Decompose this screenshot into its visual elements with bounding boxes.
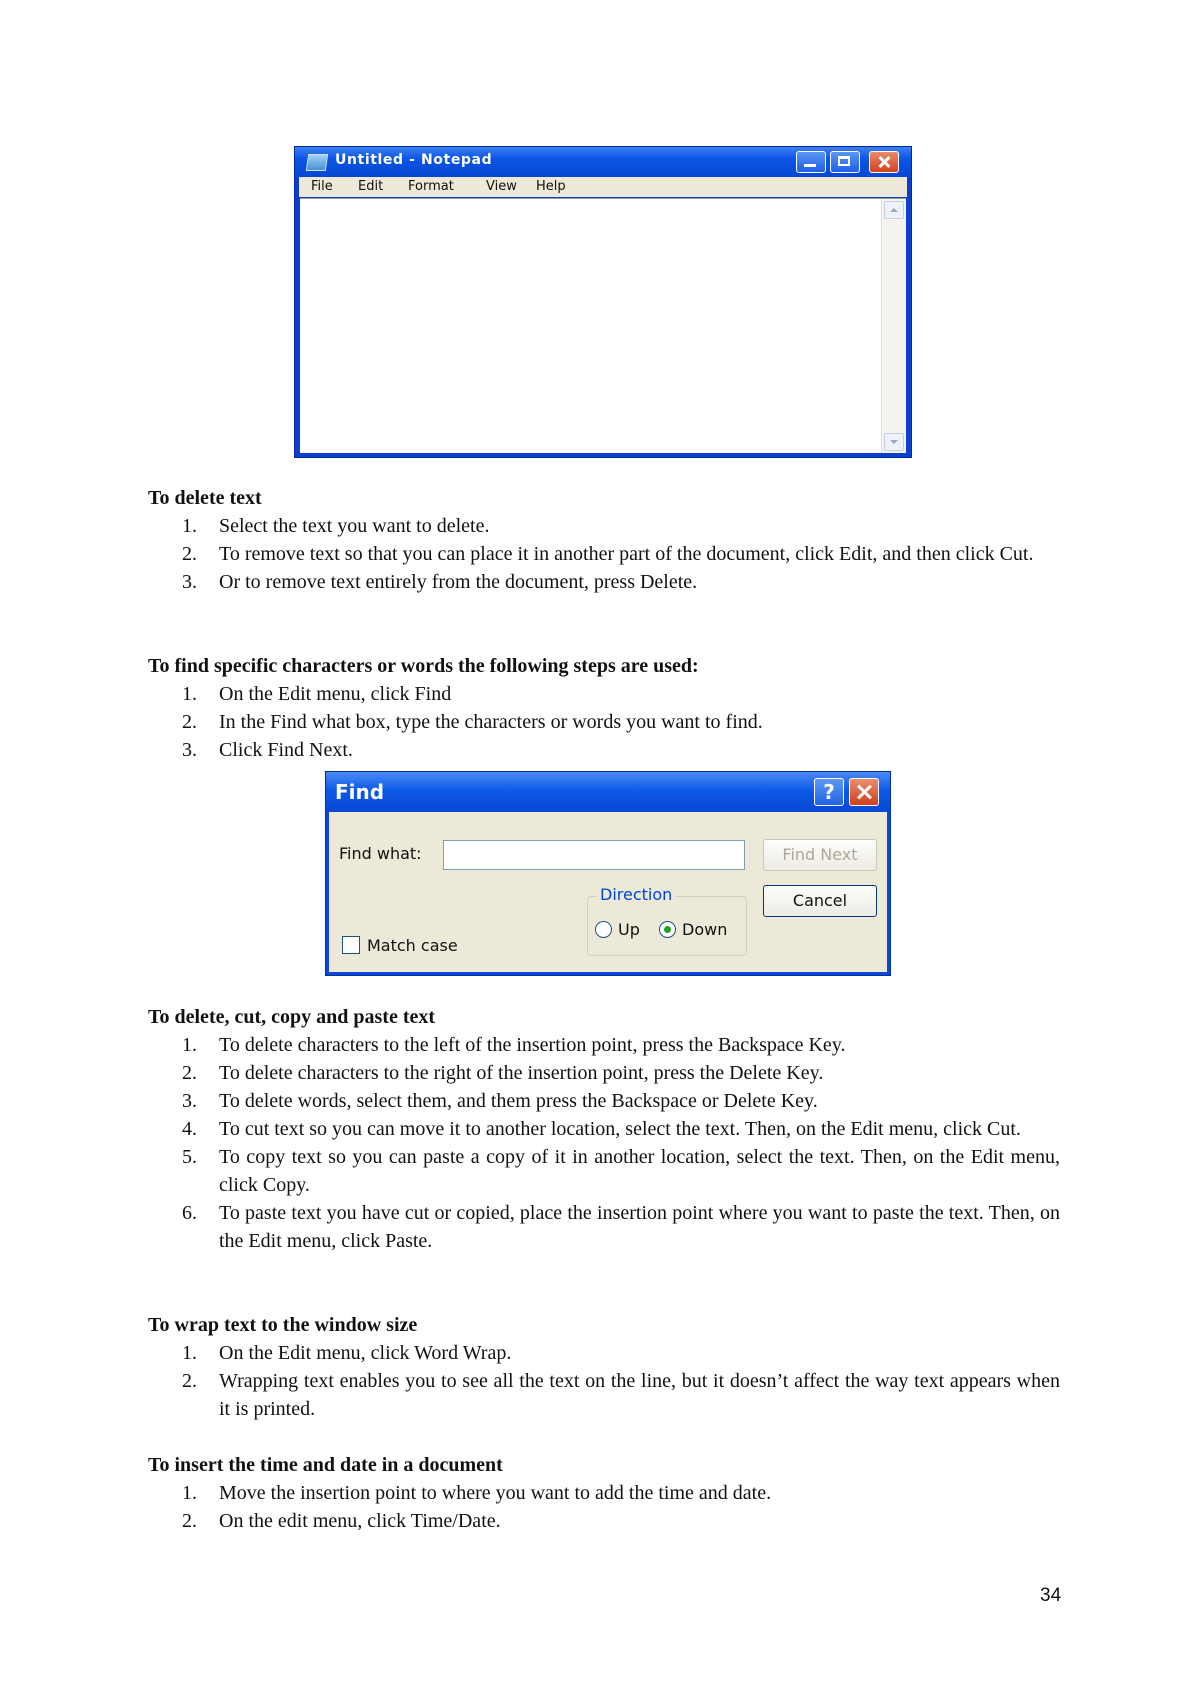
list-item-text: To delete words, select them, and them press the Backspace or Delete Key. <box>219 1090 818 1112</box>
section-cut-copy-paste <box>148 1003 1060 1255</box>
page-number: 34 <box>1040 1585 1062 1606</box>
list-item: 1. Select the text you want to delete. <box>148 512 1060 540</box>
close-icon[interactable] <box>849 778 879 806</box>
vertical-scrollbar[interactable] <box>881 199 906 453</box>
list-item: 2. To delete characters to the right of the insertion point, press the Delete Key. <box>148 1059 1060 1087</box>
scroll-down-icon[interactable] <box>884 433 904 451</box>
list-item: 2. Wrapping text enables you to see all the text on the line, but it doesn’t affect the way text appears when it is printed. <box>148 1367 1060 1423</box>
list-item: 1. To delete characters to the left of the insertion point, press the Backspace Key. <box>148 1031 1060 1059</box>
find-titlebar[interactable] <box>326 772 890 812</box>
close-icon[interactable] <box>869 151 899 173</box>
list-item-text: In the Find what box, type the characters or words you want to find. <box>219 711 763 733</box>
notepad-title: Untitled - Notepad <box>335 152 493 168</box>
direction-group <box>587 885 747 956</box>
list-item: 3. To delete words, select them, and them press the Backspace or Delete Key. <box>148 1087 1060 1115</box>
section-time-date <box>148 1451 1060 1535</box>
numbered-list <box>148 1339 1060 1423</box>
list-item: 3. Click Find Next. <box>148 736 1060 764</box>
notepad-window <box>294 146 912 458</box>
numbered-list <box>148 512 1060 596</box>
section-heading: To find specific characters or words the following steps are used: <box>148 655 699 677</box>
find-what-label: Find what: <box>339 844 422 863</box>
menu-help[interactable]: Help <box>536 179 566 194</box>
notepad-titlebar[interactable] <box>295 147 911 177</box>
list-item-text: To delete characters to the right of the insertion point, press the Delete Key. <box>219 1062 824 1084</box>
section-find <box>148 652 1060 764</box>
list-item-text: To cut text so you can move it to another location, select the text. Then, on the Edit menu, click Cut. <box>219 1118 1021 1140</box>
menu-edit[interactable]: Edit <box>358 179 384 194</box>
list-item: 1. On the Edit menu, click Find <box>148 680 1060 708</box>
find-what-input[interactable] <box>443 840 745 870</box>
maximize-icon[interactable] <box>830 151 860 173</box>
list-item: 5. To copy text so you can paste a copy of it in another location, select the text. Then, on the Edit menu, click Copy. <box>148 1143 1060 1199</box>
list-item-text: On the Edit menu, click Word Wrap. <box>219 1342 512 1364</box>
section-heading: To delete, cut, copy and paste text <box>148 1006 436 1028</box>
notepad-menubar <box>299 177 907 197</box>
menu-format[interactable]: Format <box>408 179 454 194</box>
direction-down-radio[interactable] <box>659 921 676 938</box>
scroll-up-icon[interactable] <box>884 201 904 219</box>
numbered-list <box>148 1031 1060 1255</box>
section-heading: To delete text <box>148 487 262 509</box>
list-item-text: Wrapping text enables you to see all the text on the line, but it doesn’t affect the way text appears when it is printed. <box>219 1370 1060 1420</box>
list-item-text: On the Edit menu, click Find <box>219 683 452 705</box>
section-heading: To insert the time and date in a document <box>148 1454 503 1476</box>
list-item: 1. Move the insertion point to where you want to add the time and date. <box>148 1479 1060 1507</box>
match-case-label[interactable]: Match case <box>367 936 458 955</box>
list-item-text: To remove text so that you can place it in another part of the document, click Edit, and then click Cut. <box>219 543 1034 565</box>
direction-up-label[interactable]: Up <box>618 920 640 939</box>
list-item: 4. To cut text so you can move it to another location, select the text. Then, on the Edit menu, click Cut. <box>148 1115 1060 1143</box>
notepad-text-area[interactable] <box>300 198 906 453</box>
notepad-app-icon <box>306 154 328 171</box>
direction-down-label[interactable]: Down <box>682 920 728 939</box>
numbered-list <box>148 680 1060 764</box>
direction-up-radio[interactable] <box>595 921 612 938</box>
menu-file[interactable]: File <box>311 179 333 194</box>
list-item: 3. Or to remove text entirely from the document, press Delete. <box>148 568 1060 596</box>
list-item-text: To delete characters to the left of the insertion point, press the Backspace Key. <box>219 1034 846 1056</box>
section-heading: To wrap text to the window size <box>148 1314 418 1336</box>
section-delete-text <box>148 484 1060 596</box>
list-item-text: Or to remove text entirely from the document, press Delete. <box>219 571 698 593</box>
help-icon[interactable]: ? <box>814 778 844 806</box>
find-dialog <box>325 771 891 976</box>
list-item-text: On the edit menu, click Time/Date. <box>219 1510 501 1532</box>
list-item: 2. To remove text so that you can place it in another part of the document, click Edit, and then click Cut. <box>148 540 1060 568</box>
find-dialog-body <box>329 812 887 972</box>
list-item-text: Click Find Next. <box>219 739 353 761</box>
list-item-text: Select the text you want to delete. <box>219 515 490 537</box>
menu-view[interactable]: View <box>486 179 517 194</box>
find-title: Find <box>335 780 385 804</box>
cancel-button[interactable]: Cancel <box>763 885 877 917</box>
list-item: 2. In the Find what box, type the characters or words you want to find. <box>148 708 1060 736</box>
direction-label: Direction <box>597 885 675 904</box>
list-item: 2. On the edit menu, click Time/Date. <box>148 1507 1060 1535</box>
section-word-wrap <box>148 1311 1060 1423</box>
list-item-text: Move the insertion point to where you want to add the time and date. <box>219 1482 772 1504</box>
find-next-button[interactable]: Find Next <box>763 839 877 871</box>
list-item-text: To copy text so you can paste a copy of it in another location, select the text. Then, on the Edit menu, click Copy. <box>219 1146 1060 1196</box>
match-case-checkbox[interactable] <box>342 936 360 954</box>
list-item-text: To paste text you have cut or copied, place the insertion point where you want to paste the text. Then, on the Edit menu, click Paste. <box>219 1202 1060 1252</box>
list-item: 1. On the Edit menu, click Word Wrap. <box>148 1339 1060 1367</box>
minimize-icon[interactable] <box>796 151 826 173</box>
list-item: 6. To paste text you have cut or copied, place the insertion point where you want to paste the text. Then, on the Edit menu, click Paste. <box>148 1199 1060 1255</box>
numbered-list <box>148 1479 1060 1535</box>
